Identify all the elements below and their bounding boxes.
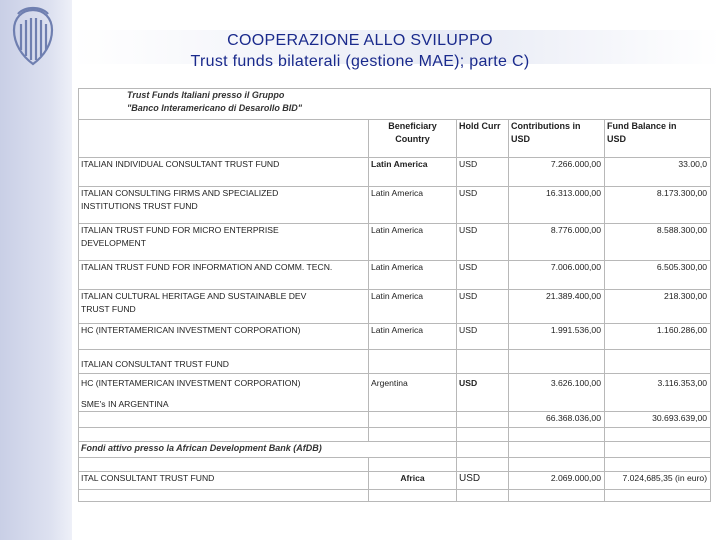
col-country-label: Country	[395, 134, 430, 144]
afdb-row-balance: 7.024,685,35 (in euro)	[605, 472, 711, 490]
col-hold-curr-label: Hold Curr	[459, 121, 501, 131]
slide-title-line1: COOPERAZIONE ALLO SVILUPPO	[227, 32, 493, 49]
row-currency: USD	[457, 261, 509, 290]
row-currency: USD	[457, 290, 509, 324]
row-country	[369, 350, 457, 374]
row-balance: 3.116.353,00	[605, 374, 711, 412]
left-sidebar-band	[0, 0, 72, 540]
total-balance: 30.693.639,00	[605, 412, 711, 428]
table-row	[79, 224, 711, 261]
table-row	[79, 187, 711, 224]
row-contribution: 1.991.536,00	[509, 324, 605, 350]
group-title-1: Trust Funds Italiani presso il Gruppo	[127, 90, 285, 100]
afdb-title: Fondi attivo presso la African Development Bank (AfDB)	[79, 442, 457, 458]
col-contributions-unit: USD	[511, 134, 531, 144]
row-balance: 1.160.286,00	[605, 324, 711, 350]
row-name: ITALIAN CULTURAL HERITAGE AND SUSTAINABLE DEV	[81, 291, 307, 301]
row-country: Latin America	[369, 290, 457, 324]
row-contribution: 3.626.100,00	[509, 374, 605, 412]
afdb-row-name: ITAL CONSULTANT TRUST FUND	[79, 472, 369, 490]
row-name: ITALIAN TRUST FUND FOR MICRO ENTERPRISE	[81, 225, 279, 235]
group-title-2: "Banco Interamericano di Desarollo BID"	[127, 103, 303, 113]
table-row-afdb	[79, 472, 711, 490]
row-name: ITALIAN INDIVIDUAL CONSULTANT TRUST FUND	[81, 159, 280, 169]
row-country: Latin America	[369, 224, 457, 261]
row-name: ITALIAN CONSULTING FIRMS AND SPECIALIZED	[81, 188, 279, 198]
afdb-row-contribution: 2.069.000,00	[509, 472, 605, 490]
row-currency: USD	[457, 324, 509, 350]
col-beneficiary-label: Beneficiary	[388, 121, 437, 131]
row-name-cont: SME's IN ARGENTINA	[81, 399, 169, 409]
row-contribution	[509, 350, 605, 374]
row-country: Latin America	[369, 261, 457, 290]
totals-row	[79, 412, 711, 428]
afdb-title-row	[79, 442, 711, 458]
row-currency: USD	[457, 158, 509, 187]
spacer-row	[79, 428, 711, 442]
table-group-header	[79, 89, 711, 120]
row-balance: 8.173.300,00	[605, 187, 711, 224]
spacer-row	[79, 490, 711, 502]
table-row	[79, 350, 711, 374]
row-contribution: 8.776.000,00	[509, 224, 605, 261]
row-currency	[457, 350, 509, 374]
row-balance: 33.00,0	[605, 158, 711, 187]
row-contribution: 7.266.000,00	[509, 158, 605, 187]
table-row	[79, 158, 711, 187]
row-name: HC (INTERTAMERICAN INVESTMENT CORPORATION)	[81, 378, 301, 388]
table-row	[79, 324, 711, 350]
row-balance: 218.300,00	[605, 290, 711, 324]
row-contribution: 7.006.000,00	[509, 261, 605, 290]
row-balance: 8.588.300,00	[605, 224, 711, 261]
table-row	[79, 374, 711, 412]
row-balance	[605, 350, 711, 374]
total-contributions: 66.368.036,00	[509, 412, 605, 428]
row-contribution: 16.313.000,00	[509, 187, 605, 224]
table-row	[79, 290, 711, 324]
row-name-cont: INSTITUTIONS TRUST FUND	[81, 201, 198, 211]
spreadsheet-table	[78, 88, 710, 488]
row-name: HC (INTERTAMERICAN INVESTMENT CORPORATION)	[81, 325, 301, 335]
row-contribution: 21.389.400,00	[509, 290, 605, 324]
row-country: Argentina	[369, 374, 457, 412]
row-country: Latin America	[369, 187, 457, 224]
col-fund-balance-unit: USD	[607, 134, 627, 144]
row-country: Latin America	[369, 324, 457, 350]
row-name-cont: TRUST FUND	[81, 304, 136, 314]
spacer-row	[79, 458, 711, 472]
col-contributions-label: Contributions in	[511, 121, 581, 131]
row-name: ITALIAN CONSULTANT TRUST FUND	[81, 359, 230, 369]
row-balance: 6.505.300,00	[605, 261, 711, 290]
afdb-row-currency: USD	[457, 472, 509, 490]
row-name-cont: DEVELOPMENT	[81, 238, 146, 248]
row-name: ITALIAN TRUST FUND FOR INFORMATION AND COMM. TECN.	[81, 262, 333, 272]
row-currency: USD	[457, 374, 509, 412]
col-fund-balance-label: Fund Balance in	[607, 121, 677, 131]
afdb-row-country: Africa	[369, 472, 457, 490]
row-country: Latin America	[369, 158, 457, 187]
slide-title-line2: Trust funds bilaterali (gestione MAE); parte C)	[190, 53, 530, 70]
table-row	[79, 261, 711, 290]
row-currency: USD	[457, 187, 509, 224]
column-header-row	[79, 120, 711, 158]
row-currency: USD	[457, 224, 509, 261]
